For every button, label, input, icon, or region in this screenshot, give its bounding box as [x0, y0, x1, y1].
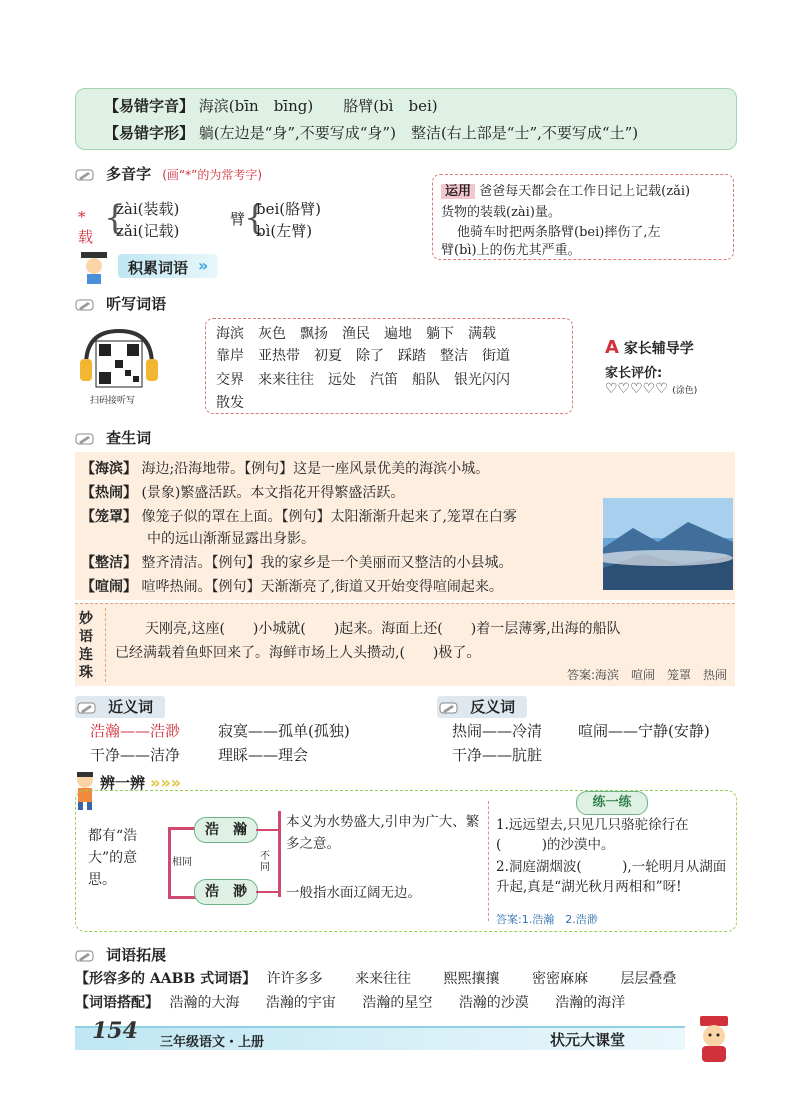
bracket-line [256, 891, 278, 893]
poly-zai-2: zǎi(记载) [116, 222, 180, 240]
poly-bi-1: bei(胳臂) [256, 200, 321, 218]
usage-label: 运用 [441, 184, 475, 199]
qr-caption: 扫码接听写 [90, 396, 136, 406]
hearts-rating[interactable]: ♡♡♡♡♡ [605, 381, 668, 397]
expand-row2 [75, 992, 625, 1012]
expand-word: 层层叠叠 [620, 971, 677, 987]
book-title: 三年级语文・上册 [160, 1035, 265, 1050]
divider [105, 608, 106, 682]
poly-bi-char: 臂 [230, 210, 246, 228]
accum-title: 积累词语 [128, 259, 189, 277]
pencil-icon [439, 701, 459, 715]
mascot-icon [75, 250, 115, 286]
mascot-icon [692, 1014, 736, 1066]
accum-banner [118, 254, 218, 278]
lookup-title: 查生词 [106, 429, 152, 447]
poly-header [75, 163, 262, 184]
usage-line4: 臂(bì)上的伤尤其严重。 [441, 243, 581, 258]
error-form-label: 【易错字形】 [104, 124, 195, 142]
lookup-panel [75, 452, 735, 600]
usage-line2: 货物的装载(zài)量。 [441, 205, 561, 220]
expand-row1-label: 【形容多的 AABB 式词语】 [75, 971, 257, 987]
bian-def2: 一般指水面辽阔无边。 [286, 885, 421, 901]
lookup-word: 【笼罩】 [81, 509, 137, 525]
pencil-icon [75, 949, 95, 963]
parent-eval-label: 家长评价: [605, 366, 663, 381]
expand-word: 熙熙攘攘 [443, 971, 500, 987]
bian-panel [75, 790, 737, 932]
error-prone-box [75, 88, 737, 150]
expand-word: 浩瀚的沙漠 [458, 995, 529, 1011]
qr-code[interactable] [80, 325, 158, 405]
poly-zai-char: *载 [78, 208, 94, 246]
poly-title: 多音字 [106, 165, 152, 183]
parent-title: 家长辅导学 [623, 341, 694, 357]
chevrons-icon: » [198, 256, 209, 275]
dictation-line: 海滨 灰色 飘扬 渔民 遍地 躺下 满载 [216, 326, 496, 342]
bian-word1: 浩 瀚 [194, 817, 258, 843]
lookup-header [75, 427, 151, 448]
poly-zai-1: zài(装载) [116, 200, 180, 218]
bracket-line [168, 896, 196, 899]
bracket-line [278, 811, 281, 897]
antonym-pair: 热闹——冷清 [452, 722, 543, 740]
poly-bi-2: bì(左臂) [256, 222, 313, 240]
expand-word: 许许多多 [266, 971, 323, 987]
usage-line1: 爸爸每天都会在工作日记上记载(zǎi) [479, 184, 691, 199]
dictation-box [205, 318, 573, 414]
parent-logo-icon: A [605, 337, 619, 358]
expand-word: 密密麻麻 [531, 971, 588, 987]
lookup-def: 像笼子似的罩在上面。【例句】太阳渐渐升起来了,笼罩在白雾 [141, 509, 517, 525]
parent-box [605, 337, 735, 407]
miaoyu-panel [75, 603, 735, 686]
pencil-icon [75, 168, 95, 182]
expand-word: 浩瀚的大海 [169, 995, 240, 1011]
divider [488, 801, 489, 921]
bracket-line [168, 827, 196, 830]
expand-row1 [75, 968, 676, 988]
dictation-line: 交界 来来往往 远处 汽笛 船队 银光闪闪 [216, 372, 510, 388]
bian-diff: 不同 [260, 851, 270, 873]
dictation-header [75, 293, 166, 314]
lookup-def: (景象)繁盛活跃。本文指花开得繁盛活跃。 [141, 485, 405, 501]
synonym-title: 近义词 [108, 698, 154, 716]
mountain-photo [603, 498, 733, 590]
error-sound-label: 【易错字音】 [104, 97, 195, 115]
antonym-pair: 喧闹——宁静(安静) [578, 722, 710, 740]
antonym-header [437, 696, 527, 718]
dictation-line: 散发 [216, 395, 244, 411]
antonym-pair: 干净——肮脏 [452, 746, 543, 764]
bracket-line [256, 829, 278, 831]
bian-word2: 浩 渺 [194, 879, 258, 905]
usage-line3: 他骑车时把两条胳臂(bei)摔伤了,左 [457, 225, 661, 240]
error-sound-text: 海滨(bīn bīng) 胳臂(bì bei) [198, 97, 438, 115]
practice-title: 练一练 [576, 791, 648, 815]
brand-name: 状元大课堂 [550, 1031, 626, 1049]
bracket-line [168, 827, 171, 899]
pencil-icon [77, 701, 97, 715]
expand-word: 浩瀚的海洋 [555, 995, 626, 1011]
expand-title: 词语拓展 [106, 946, 167, 964]
lookup-def: 整齐清洁。【例句】我的家乡是一个美丽而又整洁的小县城。 [141, 555, 513, 571]
brace-icon: { [104, 198, 126, 238]
lookup-word: 【整洁】 [81, 555, 137, 571]
pencil-icon [75, 432, 95, 446]
expand-word: 浩瀚的星空 [362, 995, 433, 1011]
page-number: 154 [92, 1018, 138, 1044]
bian-same: 相同 [172, 857, 192, 868]
poly-note: (画“*”的为常考字) [162, 168, 263, 182]
dictation-line: 靠岸 亚热带 初夏 除了 踩踏 整洁 街道 [216, 348, 510, 364]
expand-row2-label: 【词语搭配】 [75, 995, 159, 1011]
poly-usage-box [432, 174, 734, 260]
synonym-header [75, 696, 165, 718]
error-form-text: 躺(左边是“身”,不要写成“身”) 整洁(右上部是“士”,不要写成“土”) [198, 124, 639, 142]
synonym-pair: 干净——洁净 [90, 746, 181, 764]
bian-common: 都有“浩大”的意思。 [88, 828, 138, 888]
synonym-pair: 理睬——理会 [218, 746, 309, 764]
lookup-word: 【热闹】 [81, 485, 137, 501]
pencil-icon [75, 298, 95, 312]
synonym-pair: 浩瀚——浩渺 [90, 722, 181, 740]
lookup-word: 【海滨】 [81, 461, 137, 477]
expand-word: 浩瀚的宇宙 [265, 995, 336, 1011]
bian-def1: 本义为水势盛大,引申为广大、繁多之意。 [286, 814, 480, 852]
miaoyu-line2: 已经满载着鱼虾回来了。海鲜市场上人头攒动,( )极了。 [115, 645, 481, 661]
synonym-pair: 寂寞——孤单(孤独) [218, 722, 350, 740]
miaoyu-label: 妙语连珠 [79, 611, 93, 681]
expand-word: 来来往往 [355, 971, 412, 987]
bian-title: 辨一辨 [100, 774, 146, 792]
dictation-title: 听写词语 [106, 295, 167, 313]
expand-header [75, 944, 166, 965]
practice-q1: 1.远远望去,只见几只骆驼徐行在( )的沙漠中。 [496, 817, 689, 853]
chevrons-icon: »»» [150, 773, 182, 792]
lookup-def: 中的远山渐渐显露出身影。 [147, 531, 315, 547]
miaoyu-line1: 天刚亮,这座( )小城就( )起来。海面上还( )着一层薄雾,出海的船队 [145, 621, 621, 637]
lookup-def: 喧哗热闹。【例句】天渐渐亮了,街道又开始变得喧闹起来。 [141, 579, 503, 595]
hearts-note: (涂色) [672, 386, 698, 396]
practice-answer: 答案:1.浩瀚 2.浩渺 [496, 913, 598, 926]
brace-icon: { [244, 198, 266, 238]
practice-q2: 2.洞庭湖烟波( ),一轮明月从湖面升起,真是“湖光秋月两相和”呀! [496, 859, 727, 895]
miaoyu-answer: 答案:海滨 喧闹 笼罩 热闹 [566, 668, 727, 682]
antonym-title: 反义词 [470, 698, 516, 716]
lookup-word: 【喧闹】 [81, 579, 137, 595]
lookup-def: 海边;沿海地带。【例句】这是一座风景优美的海滨小城。 [141, 461, 490, 477]
